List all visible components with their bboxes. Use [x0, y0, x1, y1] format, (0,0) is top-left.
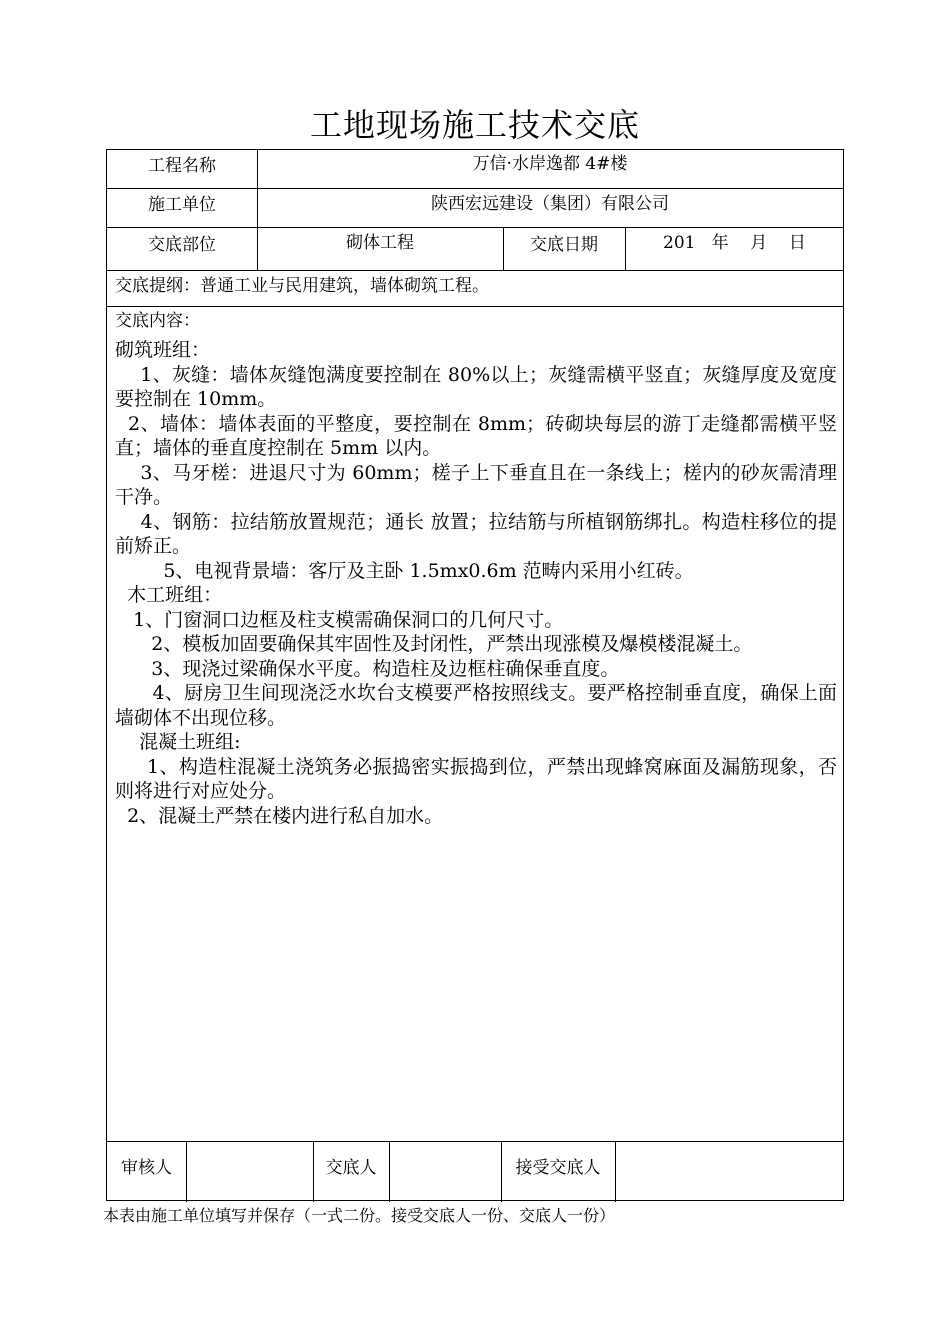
row-divider	[107, 306, 843, 307]
content-line: 1、门窗洞口边框及柱支模需确保洞口的几何尺寸。	[115, 608, 564, 631]
footer-note: 本表由施工单位填写并保存（一式二份。接受交底人一份、交底人一份）	[103, 1206, 616, 1225]
disclosure-date-label: 交底日期	[530, 235, 598, 255]
discloser-signature-field[interactable]	[390, 1142, 501, 1201]
row-divider	[107, 227, 843, 228]
discloser-label: 交底人	[325, 1158, 377, 1178]
content-line: 4、钢筋：拉结筋放置规范；通长 放置；拉结筋与所植钢筋绑扎。构造柱移位的提前矫正。	[115, 510, 837, 557]
content-line: 1、构造柱混凝土浇筑务必振捣密实振捣到位，严禁出现蜂窝麻面及漏筋现象，否则将进行对应处分。	[115, 755, 838, 802]
content-line: 3、现浇过梁确保水平度。构造柱及边框柱确保垂直度。	[115, 657, 620, 680]
disclosure-date-value: 201 年 月 日	[663, 233, 806, 253]
content-line: 1、灰缝：墙体灰缝饱满度要控制在 80%以上；灰缝需横平竖直；灰缝厚度及宽度要控制在 10mm。	[115, 363, 837, 410]
disclosure-outline: 交底提纲：普通工业与民用建筑，墙体砌筑工程。	[115, 276, 489, 296]
content-line: 2、模板加固要确保其牢固性及封闭性，严禁出现涨模及爆模楼混凝土。	[115, 633, 753, 655]
reviewer-signature-field[interactable]	[187, 1142, 313, 1201]
disclosure-location-value: 砌体工程	[346, 233, 414, 253]
content-line: 混凝土班组:	[115, 731, 241, 753]
receiver-label: 接受交底人	[515, 1158, 601, 1178]
content-line: 4、厨房卫生间现浇泛水坎台支模要严格按照线支。要严格控制垂直度，确保上面墙砌体不出现位移。	[115, 682, 837, 729]
disclosure-form-table	[106, 149, 844, 1201]
document-title: 工地现场施工技术交底	[309, 106, 640, 144]
content-line: 3、马牙槎：进退尺寸为 60mm；槎子上下垂直且在一条线上；槎内的砂灰需清理干净。	[115, 461, 837, 508]
content-line: 木工班组：	[115, 584, 223, 606]
content-line: 砌筑班组：	[115, 339, 211, 361]
project-name-value: 万信·水岸逸都 4#楼	[472, 154, 628, 174]
construction-unit-value: 陕西宏远建设（集团）有限公司	[431, 194, 669, 214]
disclosure-content	[115, 338, 837, 828]
construction-unit-label: 施工单位	[148, 195, 216, 215]
content-line: 2、混凝土严禁在楼内进行私自加水。	[115, 804, 444, 827]
row-divider	[107, 188, 843, 189]
content-label: 交底内容：	[115, 311, 200, 331]
row-divider	[107, 270, 843, 271]
disclosure-location-label: 交底部位	[148, 235, 216, 255]
content-line: 5、电视背景墙：客厅及主卧 1.5mx0.6m 范畴内采用小红砖。	[115, 559, 694, 582]
receiver-signature-field[interactable]	[616, 1142, 843, 1201]
project-name-label: 工程名称	[148, 156, 216, 176]
column-divider	[625, 227, 626, 270]
reviewer-label: 审核人	[121, 1158, 172, 1178]
content-line: 2、墙体：墙体表面的平整度，要控制在 8mm；砖砌块每层的游丁走缝都需横平竖直；墙体的垂直度控制在 5mm 以内。	[115, 412, 837, 459]
